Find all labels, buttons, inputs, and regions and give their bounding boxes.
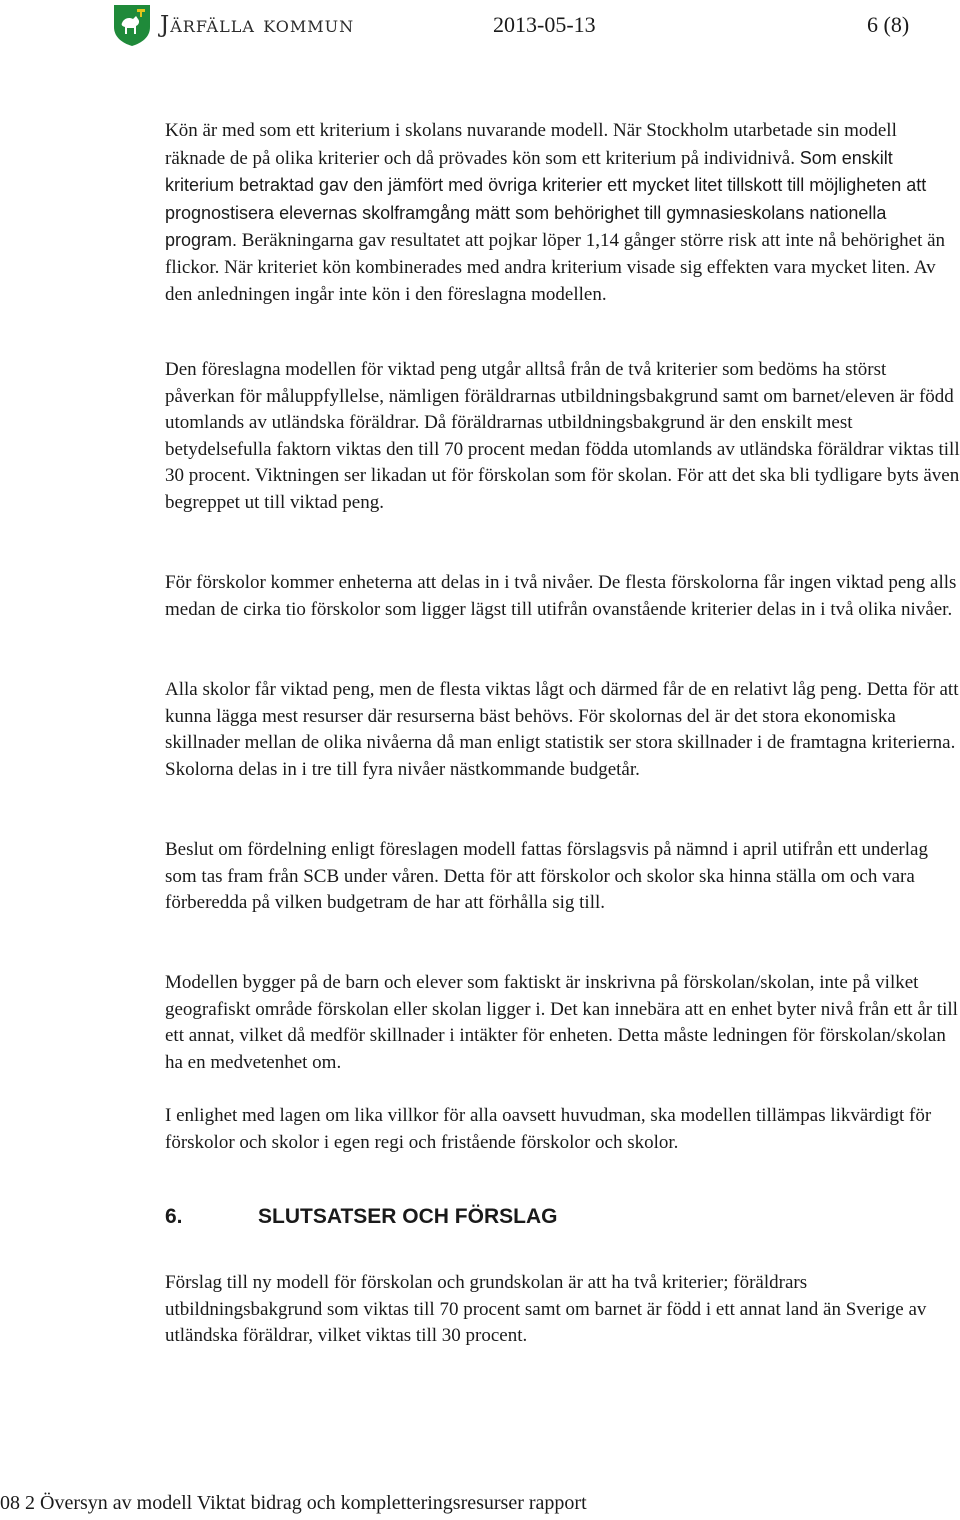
- paragraph-proposed-model: [165, 357, 960, 517]
- paragraph-text: Alla skolor får viktad peng, men de flesta viktas lågt och därmed får de en relativt låg peng. Detta för att kunna lägga mest resurser där resurserna bäst behövs. För skolornas del är det stora ekonomiska skillnader mellan de olika nivåerna då man enligt statistik ser stora skillnader i de framtagna kriterierna. Skolorna delas in i tre till fyra nivåer nästkommande budgetår.: [165, 679, 959, 780]
- paragraph-text: Kön är med som ett kriterium i skolans nuvarande modell. När Stockholm utarbetade sin modell räknade de på olika kriterier och då prövades kön som ett kriterium på individnivå.: [165, 120, 897, 169]
- logo-text: Järfälla kommun: [160, 12, 355, 38]
- municipality-logo: [112, 3, 354, 47]
- paragraph-schools: [165, 677, 960, 783]
- paragraph-enrollment: [165, 970, 960, 1076]
- section-heading: [165, 1205, 557, 1229]
- paragraph-text: Den föreslagna modellen för viktad peng utgår alltså från de två kriterier som bedöms ha störst påverkan för måluppfyllelse, nämligen föräldrarnas utbildningsbakgrund samt om barnet/eleven är född utomlands av utländska föräldrar. Då föräldrarnas utbildningsbakgrund är den enskilt mest betydelsefulla faktorn viktas den till 70 procent medan födda utomlands av utländska föräldrar viktas till 30 procent. Viktningen ser likadan ut för förskolan som för skolan. För att det ska bli tydligare byts även begreppet ut till viktad peng.: [165, 359, 960, 513]
- paragraph-text: Förslag till ny modell för förskolan och grundskolan är att ha två kriterier; föräldrars utbildningsbakgrund som viktas till 70 procent samt om barnet är född i ett annat land än Sverige av utländska föräldrar, vilket viktas till 30 procent.: [165, 1272, 927, 1347]
- page-number: 6 (8): [867, 12, 910, 37]
- paragraph-text: För förskolor kommer enheterna att delas in i två nivåer. De flesta förskolorna får ingen viktad peng alls medan de cirka tio förskolor som ligger lägst till utifrån ovanstående kriterier delas in i två olika nivåer.: [165, 572, 957, 620]
- coat-of-arms-icon: [112, 3, 152, 47]
- paragraph-gender-criterion: [165, 118, 960, 308]
- paragraph-decision: [165, 837, 960, 917]
- paragraph-proposal: [165, 1270, 960, 1350]
- section-title: SLUTSATSER OCH FÖRSLAG: [258, 1205, 558, 1228]
- paragraph-text: I enlighet med lagen om lika villkor för alla oavsett huvudman, ska modellen tillämpas likvärdigt för förskolor och skolor i egen regi och fristående förskolor och skolor.: [165, 1105, 932, 1153]
- paragraph-text-sans: Som enskilt kriterium betraktad gav den jämfört med övriga kriterier ett mycket litet tillskott till möjligheten att prognostisera elevernas skolframgång mätt som behörighet till gymnasieskolans nationella program.: [165, 147, 927, 251]
- document-date: 2013-05-13: [493, 12, 596, 37]
- paragraph-equal-conditions: [165, 1103, 960, 1156]
- paragraph-text: Modellen bygger på de barn och elever som faktiskt är inskrivna på förskolan/skolan, inte på vilket geografiskt område förskolan eller skolan ligger i. Det kan innebära att en enhet byter nivå från ett år till ett annat, vilket då medför skillnader i intäkter för enheten. Detta måste ledningen för förskolan/skolan ha en medvetenhet om.: [165, 972, 958, 1073]
- paragraph-preschools: [165, 570, 960, 623]
- paragraph-text: Beräkningarna gav resultatet att pojkar löper 1,14 gånger större risk att inte nå behörighet än flickor. När kriteriet kön kombinerades med andra kriterium visade sig effekten vara mycket liten. Av den anledningen ingår inte kön i den föreslagna modellen.: [165, 230, 946, 305]
- document-footer: 08 2 Översyn av modell Viktat bidrag och kompletteringsresurser rapport: [0, 1492, 587, 1514]
- paragraph-text: Beslut om fördelning enligt föreslagen modell fattas förslagsvis på nämnd i april utifrån ett underlag som tas fram från SCB under våren. Detta för att förskolor och skolor ska hinna ställa om och vara förberedda på vilken budgetram de har att förhålla sig till.: [165, 839, 928, 914]
- section-number: 6.: [165, 1205, 183, 1228]
